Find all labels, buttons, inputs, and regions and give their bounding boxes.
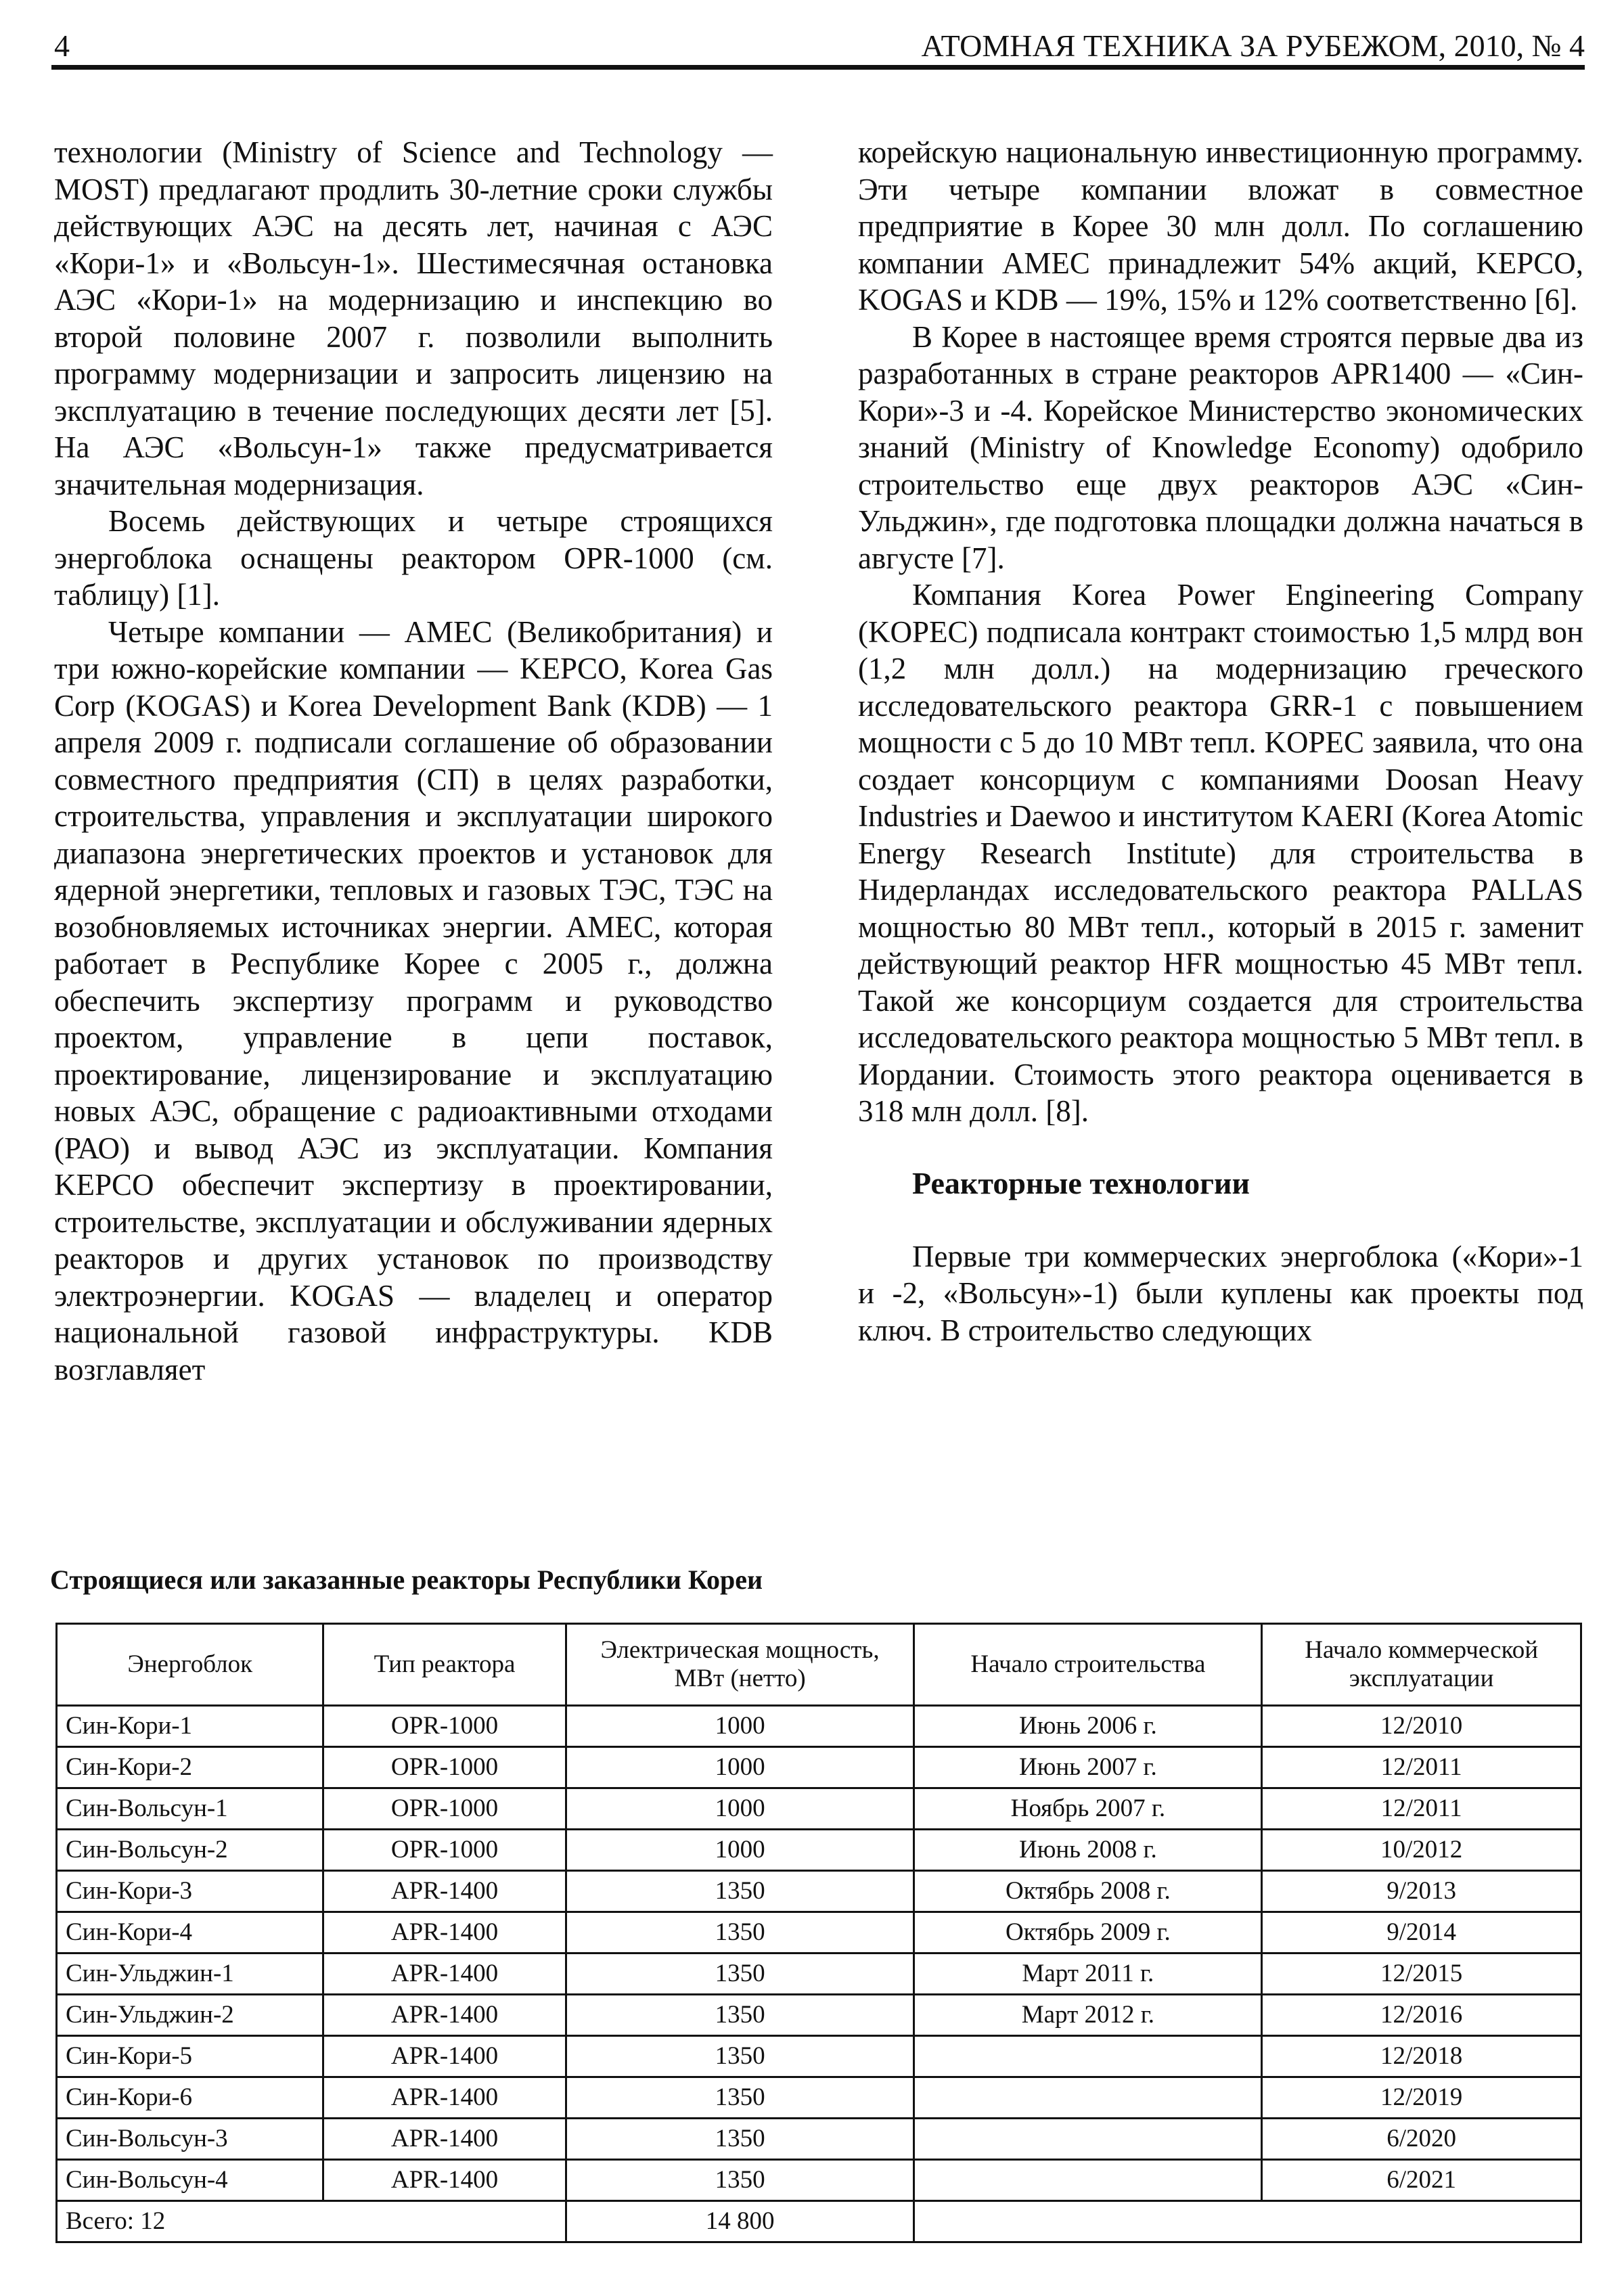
total-capacity: 14 800: [566, 2201, 914, 2242]
cell-unit: Син-Вольсун-4: [57, 2160, 323, 2201]
cell-capacity: 1000: [566, 1830, 914, 1871]
table-header-row: [57, 1624, 1581, 1706]
cell-capacity: 1350: [566, 2036, 914, 2077]
cell-capacity: 1000: [566, 1706, 914, 1747]
journal-title: АТОМНАЯ ТЕХНИКА ЗА РУБЕЖОМ, 2010, № 4: [921, 28, 1585, 63]
cell-unit: Син-Ульджин-2: [57, 1995, 323, 2036]
cell-capacity: 1350: [566, 1912, 914, 1953]
cell-type: OPR-1000: [323, 1830, 566, 1871]
cell-unit: Син-Кори-6: [57, 2077, 323, 2119]
paragraph: Четыре компании — AMEC (Великобритания) и три южно-корейские компании — KEPCO, Korea Gas Corp (KOGAS) и Korea Development Bank (KDB) — 1 апреля 2009 г. подписали соглашение об образовании совместного предприятия (СП) в целях разработки, строительства, управления и эксплуатации широкого диапазона энергетических проектов и установок для ядерной энергетики, тепловых и газовых ТЭС, ТЭС на возобновляемых источниках энергии. AMEC, которая работает в Республике Корее с 2005 г., должна обеспечить экспертизу программ и руководство проектом, управление в цепи поставок, проектирование, лицензирование и эксплуатацию новых АЭС, обращение с радиоактивными отходами (РАО) и вывод АЭС из эксплуатации. Компания KEPCO обеспечит экспертизу в проектировании, строительстве, эксплуатации и обслуживании ядерных реакторов и других установок по производству электроэнергии. KOGAS — владелец и оператор национальной газовой инфраструктуры. KDB возглавляет: [54, 614, 773, 1386]
table-row: [57, 1706, 1581, 1747]
cell-start: [914, 2160, 1262, 2201]
cell-operation: 12/2019: [1262, 2077, 1581, 2119]
cell-type: APR-1400: [323, 2160, 566, 2201]
cell-start: Март 2011 г.: [914, 1953, 1262, 1995]
table-caption: Строящиеся или заказанные реакторы Республики Кореи: [50, 1564, 763, 1595]
cell-unit: Син-Вольсун-3: [57, 2119, 323, 2160]
cell-type: APR-1400: [323, 1953, 566, 1995]
page-header: [54, 26, 1585, 66]
page-number: 4: [54, 28, 70, 63]
cell-type: APR-1400: [323, 1871, 566, 1912]
cell-capacity: 1350: [566, 1953, 914, 1995]
table-row: [57, 2077, 1581, 2119]
column-header-reactor-type: Тип реактора: [323, 1624, 566, 1706]
header-rule: [51, 65, 1585, 70]
cell-unit: Син-Кори-4: [57, 1912, 323, 1953]
cell-start: [914, 2036, 1262, 2077]
table-row: [57, 1788, 1581, 1830]
cell-capacity: 1350: [566, 2077, 914, 2119]
paragraph: Компания Korea Power Engineering Company (KOPEC) подписала контракт стоимостью 1,5 млрд вон (1,2 млн долл.) на модернизацию греческого исследовательского реактора GRR-1 с повышением мощности с 5 до 10 МВт тепл. KOPEC заявила, что она создает консорциум с компаниями Doosan Heavy Industries и Daewoo и институтом KAERI (Korea Atomic Energy Research Institute) для строительства в Нидерландах исследовательского реактора PALLAS мощностью 80 МВт тепл., который в 2015 г. заменит действующий реактор HFR мощностью 45 МВт тепл. Такой же консорциум создается для строительства исследовательского реактора мощностью 5 МВт тепл. в Иордании. Стоимость этого реактора оценивается в 318 млн долл. [8].: [858, 578, 1583, 1128]
table-row: [57, 2160, 1581, 2201]
column-header-capacity: Электрическая мощность, МВт (нетто): [566, 1624, 914, 1706]
cell-type: OPR-1000: [323, 1788, 566, 1830]
cell-unit: Син-Вольсун-2: [57, 1830, 323, 1871]
cell-unit: Син-Вольсун-1: [57, 1788, 323, 1830]
column-header-unit: Энергоблок: [57, 1624, 323, 1706]
cell-start: Июнь 2006 г.: [914, 1706, 1262, 1747]
table-row: [57, 2119, 1581, 2160]
total-label: Всего: 12: [57, 2201, 566, 2242]
paragraph: технологии (Ministry of Science and Technology — MOST) предлагают продлить 30-летние сроки службы действующих АЭС на десять лет, начиная с АЭС «Кори-1» и «Вольсун-1». Шестимесячная остановка АЭС «Кори-1» на модернизацию и инспекцию во второй половине 2007 г. позволили выполнить программу модернизации и запросить лицензию на эксплуатацию в течение последующих десяти лет [5]. На АЭС «Вольсун-1» также предусматривается значительная модернизация.: [54, 135, 773, 501]
cell-operation: 12/2010: [1262, 1706, 1581, 1747]
cell-capacity: 1350: [566, 2119, 914, 2160]
cell-type: APR-1400: [323, 1995, 566, 2036]
cell-operation: 6/2020: [1262, 2119, 1581, 2160]
cell-unit: Син-Кори-2: [57, 1747, 323, 1788]
left-text-column: [54, 134, 773, 1388]
reactors-table: [55, 1623, 1582, 2243]
cell-type: APR-1400: [323, 2119, 566, 2160]
table-total-row: [57, 2201, 1581, 2242]
cell-start: Октябрь 2009 г.: [914, 1912, 1262, 1953]
paragraph: Восемь действующих и четыре строящихся энергоблока оснащены реактором OPR-1000 (см. таблицу) [1].: [54, 504, 773, 612]
cell-unit: Син-Кори-3: [57, 1871, 323, 1912]
paragraph: корейскую национальную инвестиционную программу. Эти четыре компании вложат в совместное предприятие в Корее 30 млн долл. По соглашению компании AMEC принадлежит 54% акций, KEPCO, KOGAS и KDB — 19%, 15% и 12% соответственно [6].: [858, 135, 1583, 317]
cell-unit: Син-Ульджин-1: [57, 1953, 323, 1995]
table-row: [57, 1747, 1581, 1788]
cell-type: APR-1400: [323, 2077, 566, 2119]
cell-start: Июнь 2007 г.: [914, 1747, 1262, 1788]
table-row: [57, 1995, 1581, 2036]
cell-type: OPR-1000: [323, 1706, 566, 1747]
table-row: [57, 1912, 1581, 1953]
table-row: [57, 1830, 1581, 1871]
cell-operation: 12/2018: [1262, 2036, 1581, 2077]
paragraph: Первые три коммерческих энергоблока («Кори»-1 и -2, «Вольсун»-1) были куплены как проекты под ключ. В строительство следующих: [858, 1239, 1583, 1347]
cell-capacity: 1000: [566, 1747, 914, 1788]
column-header-construction-start: Начало строительства: [914, 1624, 1262, 1706]
cell-operation: 9/2014: [1262, 1912, 1581, 1953]
cell-unit: Син-Кори-1: [57, 1706, 323, 1747]
paragraph: В Корее в настоящее время строятся первые два из разработанных в стране реакторов APR1400 — «Син-Кори»-3 и -4. Корейское Министерство экономических знаний (Ministry of Knowledge Economy) одобрило строительство еще двух реакторов АЭС «Син-Ульджин», где подготовка площадки должна начаться в августе [7].: [858, 319, 1583, 575]
cell-unit: Син-Кори-5: [57, 2036, 323, 2077]
cell-operation: 12/2011: [1262, 1788, 1581, 1830]
cell-start: Июнь 2008 г.: [914, 1830, 1262, 1871]
section-heading: Реакторные технологии: [912, 1165, 1250, 1200]
cell-capacity: 1350: [566, 1871, 914, 1912]
table-row: [57, 2036, 1581, 2077]
table-row: [57, 1871, 1581, 1912]
cell-operation: 9/2013: [1262, 1871, 1581, 1912]
cell-start: [914, 2077, 1262, 2119]
cell-type: APR-1400: [323, 1912, 566, 1953]
cell-operation: 10/2012: [1262, 1830, 1581, 1871]
column-header-commercial-operation: Начало коммерческой эксплуатации: [1262, 1624, 1581, 1706]
cell-start: [914, 2119, 1262, 2160]
cell-start: Октябрь 2008 г.: [914, 1871, 1262, 1912]
cell-type: OPR-1000: [323, 1747, 566, 1788]
right-text-column: [858, 134, 1583, 1349]
cell-capacity: 1000: [566, 1788, 914, 1830]
cell-type: APR-1400: [323, 2036, 566, 2077]
cell-capacity: 1350: [566, 2160, 914, 2201]
cell-capacity: 1350: [566, 1995, 914, 2036]
total-empty-cell: [914, 2201, 1581, 2242]
cell-operation: 12/2011: [1262, 1747, 1581, 1788]
cell-start: Ноябрь 2007 г.: [914, 1788, 1262, 1830]
cell-operation: 12/2015: [1262, 1953, 1581, 1995]
cell-operation: 6/2021: [1262, 2160, 1581, 2201]
cell-operation: 12/2016: [1262, 1995, 1581, 2036]
table-row: [57, 1953, 1581, 1995]
cell-start: Март 2012 г.: [914, 1995, 1262, 2036]
